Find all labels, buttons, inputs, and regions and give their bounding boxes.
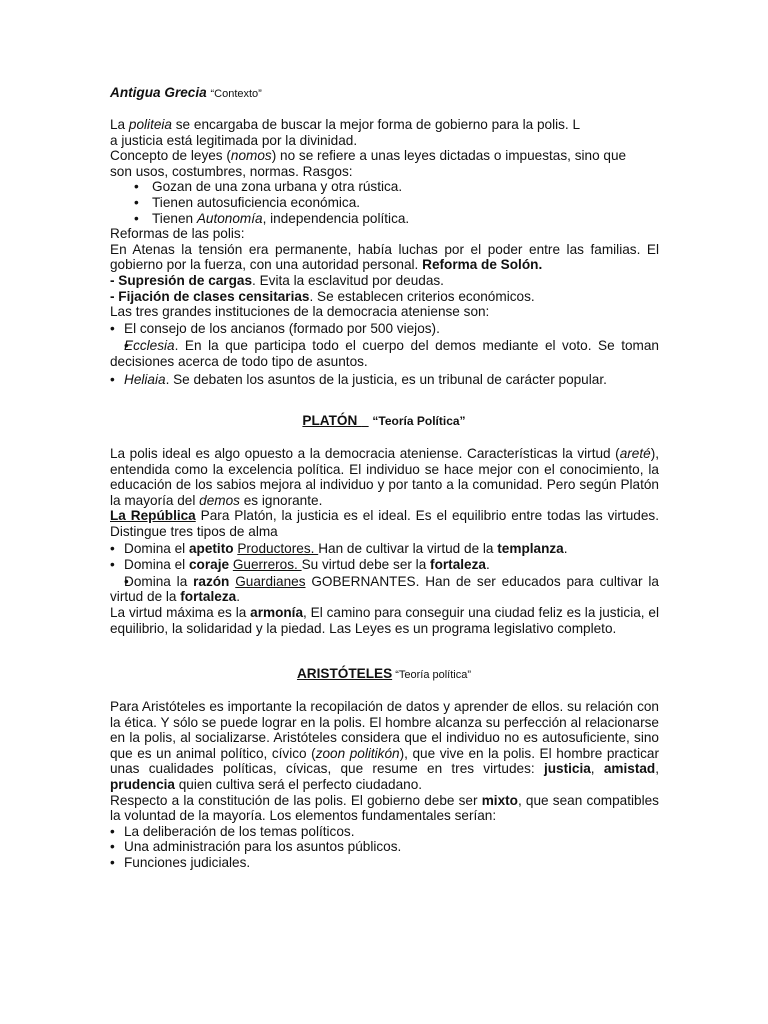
rasgos-list <box>110 179 659 226</box>
paragraph-polis-ideal: La polis ideal es algo opuesto a la democracia ateniense. Características la virtud (areté), entendida como la excelencia política. El individuo se hace mejor con el conocimiento, la educación de los sabios mejora al individuo y por tanto a la comunidad. Pero según Platón la mayoría del demos es ignorante. <box>110 446 659 508</box>
paragraph-nomos: Concepto de leyes (nomos) no se refiere a unas leyes dictadas o impuestas, sino que son usos, costumbres, normas. Rasgos: <box>110 148 627 179</box>
aristoteles-section <box>110 699 659 871</box>
list-item: • Tienen Autonomía, independencia política. <box>110 211 659 227</box>
list-item: • Una administración para los asuntos públicos. <box>110 839 659 855</box>
reforma-cargas: - Supresión de cargas. Evita la esclavitud por deudas. <box>110 272 444 288</box>
paragraph-atenas: En Atenas la tensión era permanente, había luchas por el poder entre las familias. El gobierno por la fuerza, con una autoridad personal. Reforma de Solón. <box>110 241 659 273</box>
paragraph-constitucion: Respecto a la constitución de las polis. El gobierno debe ser mixto, que sean compatibles la voluntad de la mayoría. Los elementos fundamentales serían: <box>110 792 659 824</box>
instituciones-list <box>110 321 659 387</box>
paragraph-armonia: La virtud máxima es la armonía, El camino para conseguir una ciudad feliz es la justicia, el equilibrio, la solidaridad y la piedad. Las Leyes es un programa legislativo completo. <box>110 604 659 636</box>
paragraph-republica: La República Para Platón, la justicia es el ideal. Es el equilibrio entre todas las virtudes. Distingue tres tipos de alma <box>110 508 659 539</box>
instituciones-title: Las tres grandes instituciones de la democracia ateniense son: <box>110 304 490 320</box>
reformas-title: Reformas de las polis: <box>110 226 245 242</box>
paragraph-politeia: La politeia se encargaba de buscar la mejor forma de gobierno para la polis. L a justicia está legitimada por la divinidad. <box>110 117 581 148</box>
section-title-platon: PLATÓN “Teoría Política” <box>302 413 466 428</box>
list-item: • Tienen autosuficiencia económica. <box>110 195 659 211</box>
list-item: • Domina el apetito Productores. Han de cultivar la virtud de la templanza. <box>110 541 659 557</box>
list-item: • Ecclesia. En la que participa todo el cuerpo del demos mediante el voto. Se toman decisiones acerca de todo tipo de asuntos. <box>110 338 659 369</box>
section-title-aristoteles: ARISTÓTELES “Teoría política” <box>296 666 472 681</box>
list-item: • El consejo de los ancianos (formado por 500 viejos). <box>110 321 659 337</box>
elementos-list <box>110 824 659 871</box>
list-item: • Funciones judiciales. <box>110 855 659 871</box>
list-item: • La deliberación de los temas políticos. <box>110 824 659 840</box>
contexto-section <box>110 117 659 387</box>
platon-section <box>110 446 659 636</box>
list-item: • Domina la razón Guardianes GOBERNANTES. Han de ser educados para cultivar la virtud de la fortaleza. <box>110 574 659 605</box>
reforma-fijacion: - Fijación de clases censitarias. Se establecen criterios económicos. <box>110 288 535 304</box>
section-title-contexto: Antigua Grecia “Contexto” <box>110 85 262 100</box>
republica-link: La República <box>110 508 196 524</box>
list-item: • Heliaia. Se debaten los asuntos de la justicia, es un tribunal de carácter popular. <box>110 372 659 388</box>
almas-list <box>110 541 659 605</box>
list-item: • Domina el coraje Guerreros. Su virtud debe ser la fortaleza. <box>110 557 659 573</box>
list-item: • Gozan de una zona urbana y otra rústica. <box>110 179 659 195</box>
paragraph-recopilacion: Para Aristóteles es importante la recopilación de datos y aprender de ellos. su relación con la ética. Y sólo se puede lograr en la polis. El hombre alcanza su perfección al relacionarse en la polis, al socializarse. Aristóteles considera que el individuo no es autosuficiente, sino que es un animal político, cívico (zoon politikón), que vive en la polis. El hombre practicar unas cualidades políticas, cívicas, que resume en tres virtudes: justicia, amistad, prudencia quien cultiva será el perfecto ciudadano. <box>110 699 659 792</box>
